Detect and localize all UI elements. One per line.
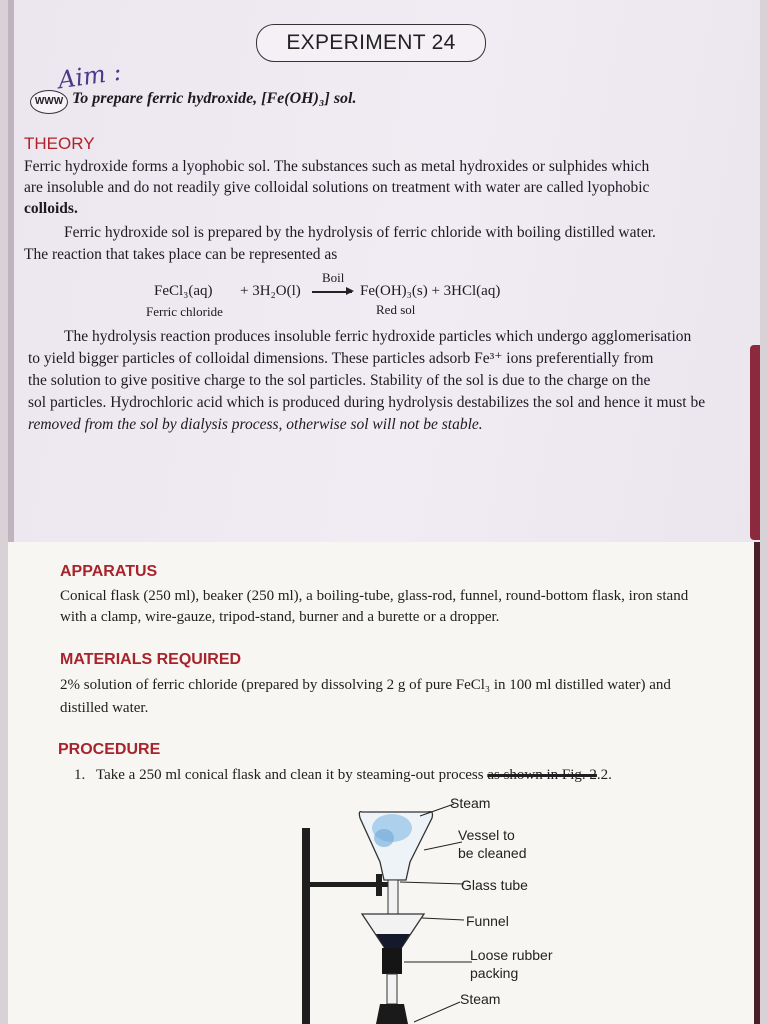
- apparatus-heading: APPARATUS: [60, 563, 158, 580]
- equation-products: Fe(OH)₃(s) + 3HCl(aq): [360, 283, 501, 299]
- reaction-arrow: [312, 291, 352, 293]
- equation-label-reactant: Ferric chloride: [146, 304, 223, 319]
- steaming-apparatus-diagram: [8, 542, 760, 1024]
- procedure-step1-text: Take a 250 ml conical flask and clean it by steaming-out process: [96, 767, 484, 783]
- theory-para2-line1: Ferric hydroxide sol is prepared by the hydrolysis of ferric chloride with boiling distilled water.: [64, 224, 656, 241]
- label-funnel: Funnel: [466, 913, 509, 929]
- experiment-title: EXPERIMENT 24: [256, 24, 486, 62]
- equation-label-product: Red sol: [376, 302, 416, 317]
- equation-reactant1: FeCl₃(aq): [154, 283, 213, 299]
- theory-para3-line3: the solution to give positive charge to the sol particles. Stability of the sol is due to the charge on the: [28, 372, 651, 389]
- procedure-heading: PROCEDURE: [58, 741, 161, 758]
- page-tab: [750, 345, 760, 540]
- apparatus-line2: with a clamp, wire-gauze, tripod-stand, burner and a burette or a dropper.: [60, 609, 500, 625]
- label-glass-tube: Glass tube: [461, 877, 528, 893]
- theory-para1-line3: colloids.: [24, 200, 78, 217]
- procedure-step1-number: 1.: [74, 767, 86, 783]
- label-steam-top: Steam: [450, 795, 491, 811]
- label-vessel-line2: be cleaned: [458, 845, 527, 861]
- page-edge: [8, 0, 14, 542]
- apparatus-line1: Conical flask (250 ml), beaker (250 ml), a boiling-tube, glass-rod, funnel, round-bottom flask, iron stand: [60, 588, 689, 604]
- theory-para2-line2: The reaction that takes place can be represented as: [24, 246, 338, 263]
- bottom-page: [8, 542, 760, 1024]
- theory-para1-line2: are insoluble and do not readily give colloidal solutions on treatment with water are called lyophobic: [24, 179, 650, 196]
- theory-para1-line1: Ferric hydroxide forms a lyophobic sol. The substances such as metal hydroxides or sulphides which: [24, 158, 650, 175]
- aim-handwritten: Aim :: [56, 57, 124, 95]
- equation-condition: Boil: [322, 270, 345, 285]
- theory-para3-line1: The hydrolysis reaction produces insoluble ferric hydroxide particles which undergo agglomerisation: [64, 328, 692, 345]
- theory-para3-line4: sol particles. Hydrochloric acid which is produced during hydrolysis destabilizes the sol and hence it must be: [28, 394, 706, 411]
- theory-heading: THEORY: [24, 134, 95, 153]
- theory-para3-line2: to yield bigger particles of colloidal dimensions. These particles adsorb Fe³⁺ ions preferentially from: [28, 350, 654, 367]
- label-steam-bottom: Steam: [460, 991, 501, 1007]
- materials-line2: distilled water.: [60, 700, 149, 716]
- top-page: [8, 0, 760, 542]
- procedure-step1-end: .2.: [596, 767, 612, 783]
- label-vessel-line1: Vessel to: [458, 827, 515, 843]
- aim-text: To prepare ferric hydroxide, [Fe(OH)₃] sol.: [72, 90, 357, 107]
- theory-para3-line5: removed from the sol by dialysis process, otherwise sol will not be stable.: [28, 416, 483, 433]
- www-icon: WWW: [30, 90, 68, 114]
- materials-heading: MATERIALS REQUIRED: [60, 651, 242, 668]
- label-rubber-line1: Loose rubber: [470, 947, 553, 963]
- procedure-step1-struck: as shown in Fig. 2: [487, 767, 597, 783]
- equation-reactant2: + 3H₂O(l): [240, 283, 301, 299]
- label-rubber-line2: packing: [470, 965, 519, 981]
- materials-line1: 2% solution of ferric chloride (prepared by dissolving 2 g of pure FeCl₃ in 100 ml distilled water) and: [60, 677, 671, 693]
